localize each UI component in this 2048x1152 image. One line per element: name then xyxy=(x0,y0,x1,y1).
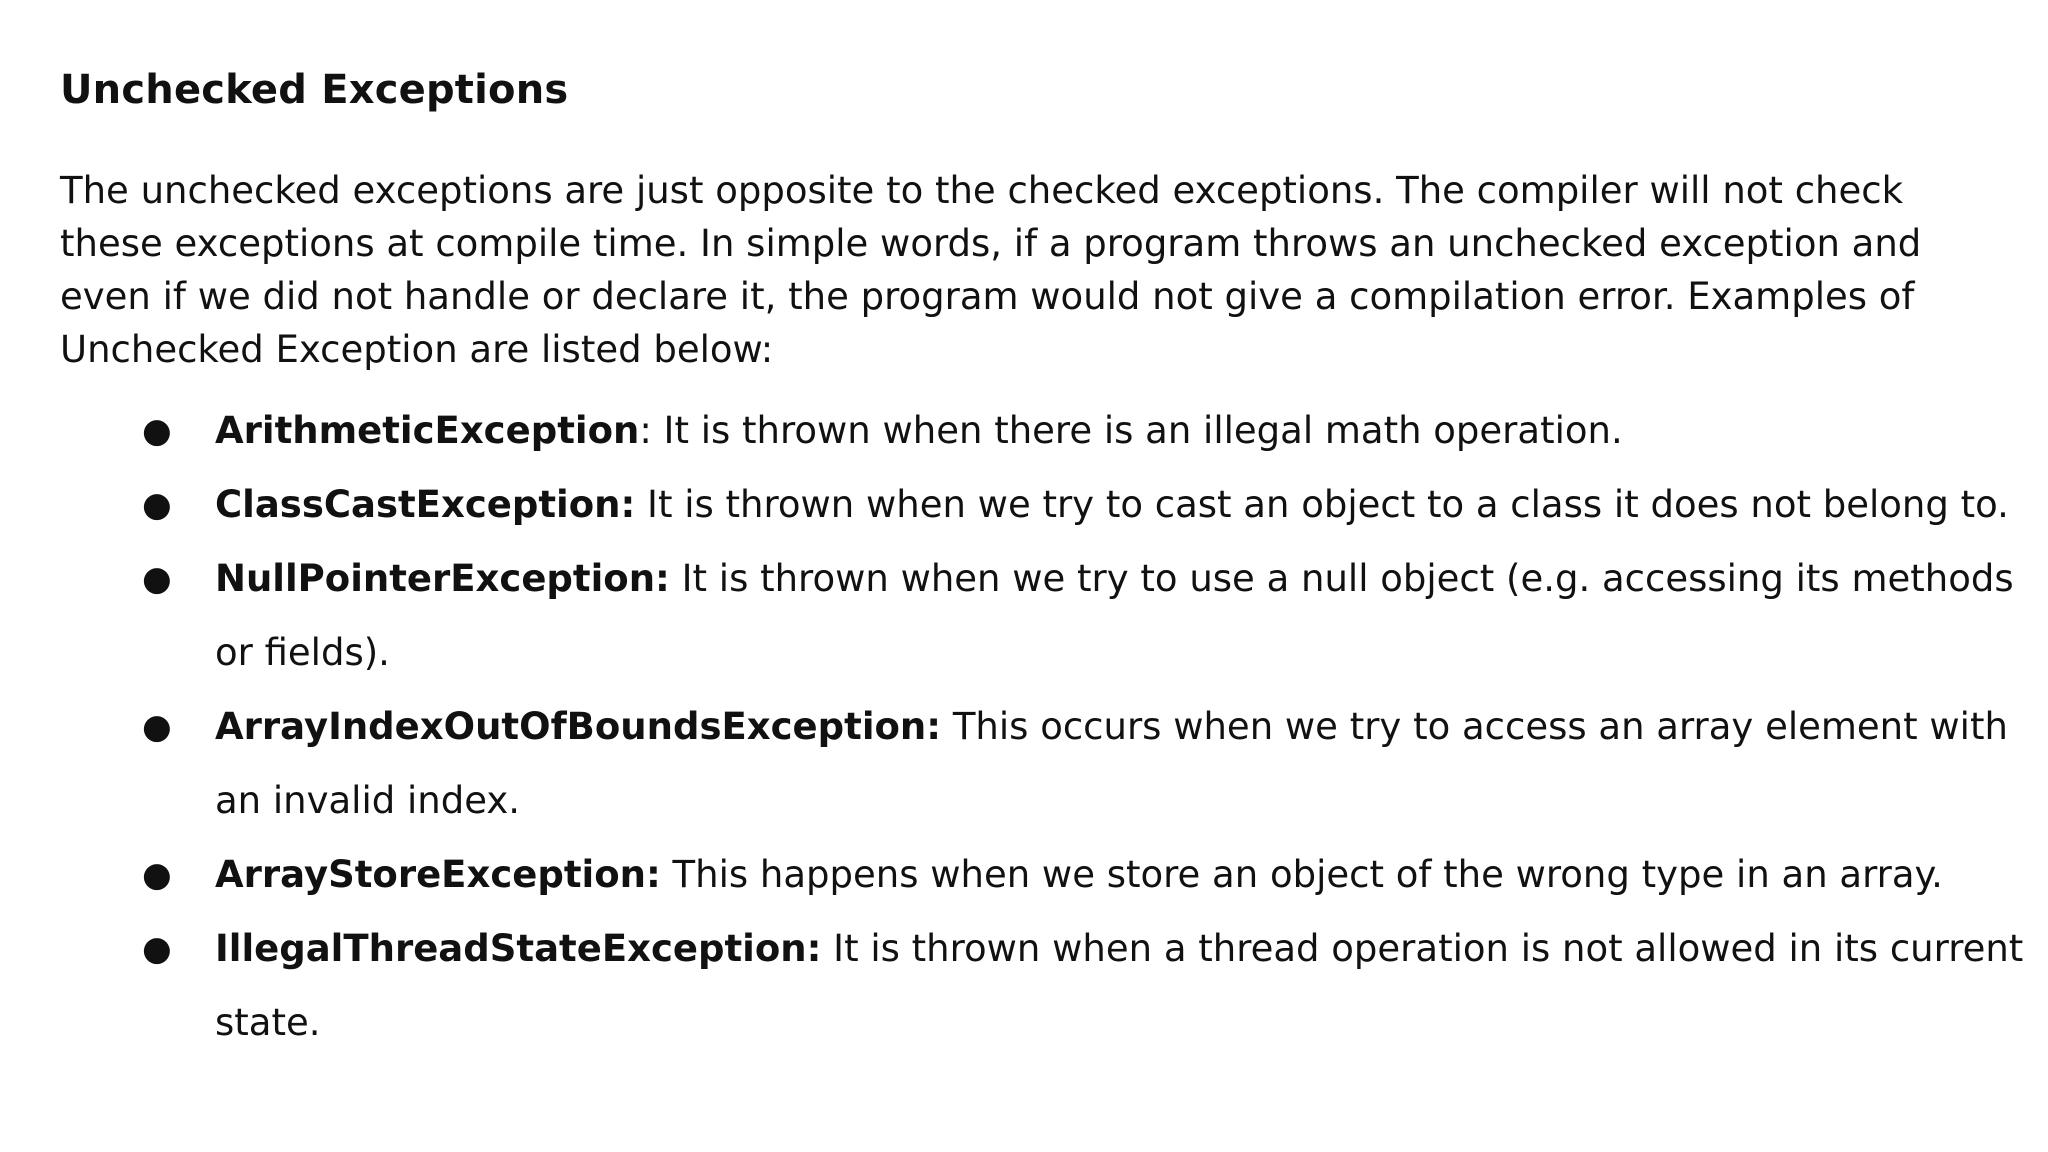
document-page xyxy=(60,62,2024,1060)
list-item xyxy=(60,912,2048,1060)
section-heading: Unchecked Exceptions xyxy=(60,67,569,113)
exception-description: It is thrown when we try to cast an object to a class it does not belong to. xyxy=(635,483,2009,526)
bullet-icon: ● xyxy=(142,411,172,451)
exception-name: ArrayStoreException: xyxy=(215,853,661,896)
exception-description: This occurs when we try to access an array element with an invalid index. xyxy=(215,705,2008,822)
list-item xyxy=(60,542,2048,690)
exception-description: It is thrown when a thread operation is not allowed in its current state. xyxy=(215,927,2024,1044)
exception-name: NullPointerException: xyxy=(215,557,670,600)
bullet-icon: ● xyxy=(142,855,172,895)
list-item xyxy=(60,690,2048,838)
exception-description: : It is thrown when there is an illegal math operation. xyxy=(639,409,1623,452)
bullet-icon: ● xyxy=(142,485,172,525)
bullet-icon: ● xyxy=(142,559,172,599)
exception-name: ClassCastException: xyxy=(215,483,636,526)
exception-description: This happens when we store an object of the wrong type in an array. xyxy=(660,853,1943,896)
list-item xyxy=(60,394,2048,468)
bullet-icon: ● xyxy=(142,707,172,747)
exception-name: ArrayIndexOutOfBoundsException: xyxy=(215,705,942,748)
list-item xyxy=(60,468,2048,542)
bullet-icon: ● xyxy=(142,929,172,969)
intro-paragraph: The unchecked exceptions are just opposite to the checked exceptions. The compiler will not check these exceptions at compile time. In simple words, if a program throws an unchecked exception and even if we did not handle or declare it, the program would not give a compilation error. Examples of Unchecked Exception are listed below: xyxy=(60,169,1922,371)
list-item xyxy=(60,838,2048,912)
unchecked-exceptions-list xyxy=(60,394,2024,1060)
exception-name: IllegalThreadStateException: xyxy=(215,927,822,970)
exception-name: ArithmeticException xyxy=(215,409,640,452)
exception-description: It is thrown when we try to use a null object (e.g. accessing its methods or fields). xyxy=(215,557,2014,674)
